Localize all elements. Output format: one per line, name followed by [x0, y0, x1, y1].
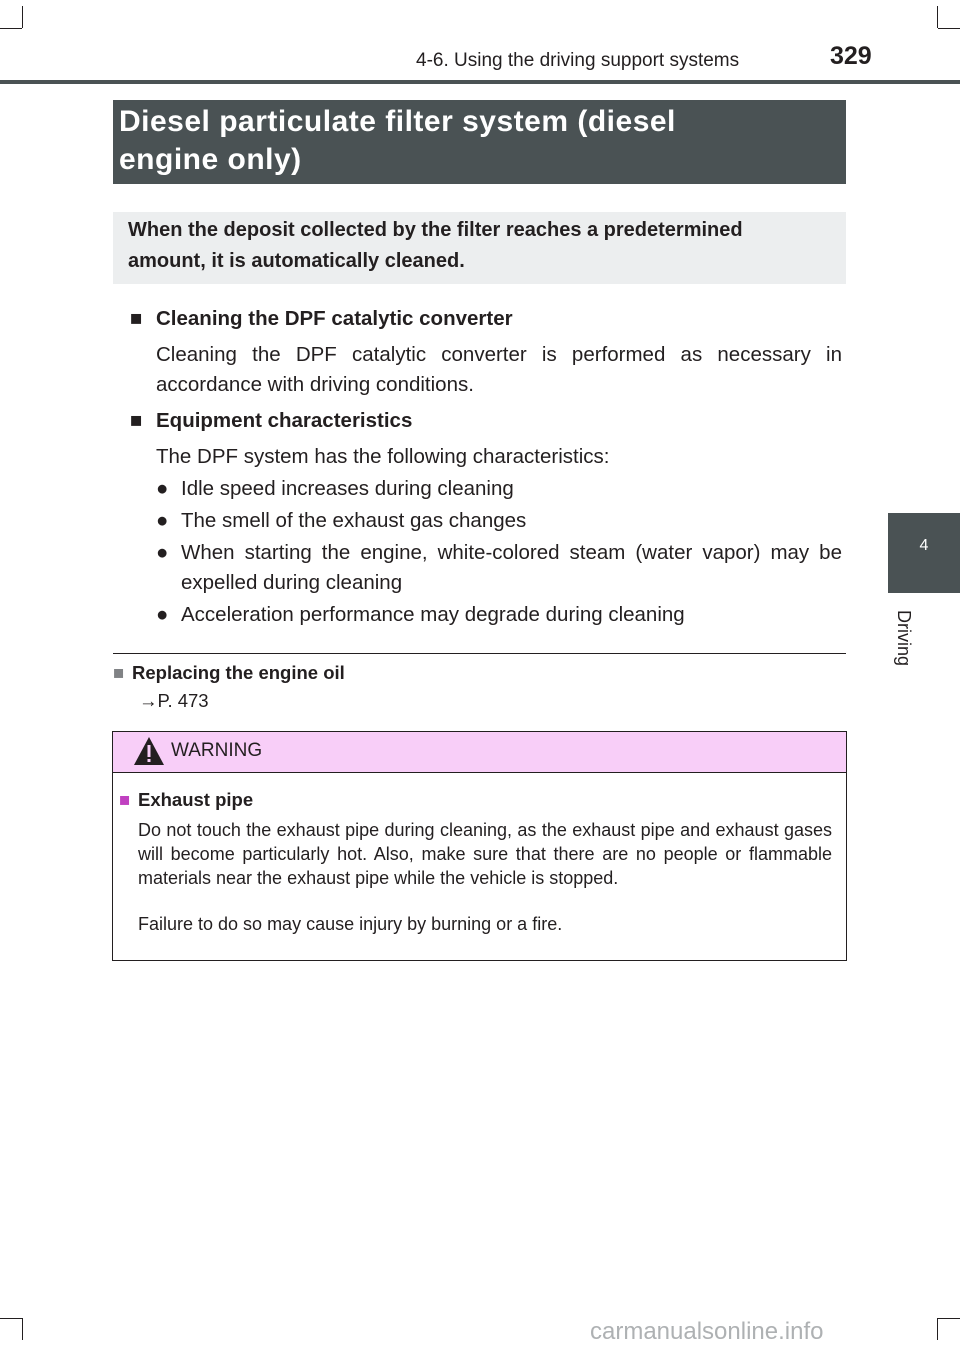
warning-label: WARNING: [171, 740, 263, 761]
crop-mark: [938, 28, 960, 29]
square-bullet-icon: ■: [130, 307, 143, 330]
warning-box: [112, 731, 847, 961]
section-summary: [113, 212, 846, 284]
side-tab-chapter-number: 4: [888, 513, 960, 593]
list-item: ● The smell of the exhaust gas changes: [130, 506, 842, 536]
square-bullet-icon: ■: [130, 409, 143, 432]
square-bullet-icon: ■: [119, 789, 131, 810]
crop-mark: [22, 6, 23, 28]
warning-triangle-icon: [133, 736, 165, 766]
warning-text: Do not touch the exhaust pipe during cleaning, as the exhaust pipe and exhaust gases will become particularly hot. Also, make sure that there are no people or flammable materials near the exhaust pipe while the vehicle is stopped.: [138, 820, 832, 888]
side-tab-label: Driving: [894, 610, 914, 667]
chapter-title: 4-6. Using the driving support systems: [416, 50, 740, 71]
subsection-equipment: [130, 406, 842, 630]
bullet-icon: ●: [156, 509, 169, 532]
subsection-text: The DPF system has the following characteristics:: [156, 445, 610, 468]
crop-mark: [937, 6, 938, 28]
list-item: ● Acceleration performance may degrade during cleaning: [130, 600, 842, 630]
page-reference-link[interactable]: →P. 473: [139, 690, 209, 711]
bullet-icon: ●: [156, 477, 169, 500]
subsection-heading: ■ Equipment characteristics: [130, 406, 842, 436]
warning-text-consequence: Failure to do so may cause injury by burning or a fire.: [138, 914, 563, 934]
subsection-heading: ■ Cleaning the DPF catalytic converter: [130, 304, 842, 334]
warning-header: [113, 732, 846, 773]
warning-subheading: ■ Exhaust pipe: [119, 789, 254, 810]
square-bullet-icon: ■: [113, 662, 125, 683]
note-heading: ■ Replacing the engine oil: [113, 662, 345, 683]
crop-mark: [937, 1318, 938, 1340]
list-item: ● Idle speed increases during cleaning: [130, 474, 842, 504]
crop-mark: [22, 1318, 23, 1340]
summary-line2: amount, it is automatically cleaned.: [128, 250, 465, 272]
divider: [113, 653, 846, 654]
section-title: [113, 100, 846, 184]
watermark: carmanualsonline.info: [590, 1318, 824, 1345]
subsection-text: Cleaning the DPF catalytic converter is performed as necessary in accordance with driving conditions.: [156, 343, 842, 396]
bullet-icon: ●: [156, 603, 169, 626]
crop-mark: [0, 28, 22, 29]
header-rule: [0, 80, 960, 84]
section-title-line1: Diesel particulate filter system (diesel: [119, 105, 676, 138]
bullet-icon: ●: [156, 541, 169, 564]
section-title-line2: engine only): [119, 143, 302, 176]
crop-mark: [0, 1318, 22, 1319]
summary-line1: When the deposit collected by the filter reaches a predetermined: [128, 219, 743, 241]
crop-mark: [938, 1318, 960, 1319]
subsection-cleaning: [130, 304, 842, 400]
page-number: 329: [830, 42, 872, 70]
list-item: ● When starting the engine, white-colored steam (water vapor) may be expelled during cleaning: [130, 538, 842, 598]
